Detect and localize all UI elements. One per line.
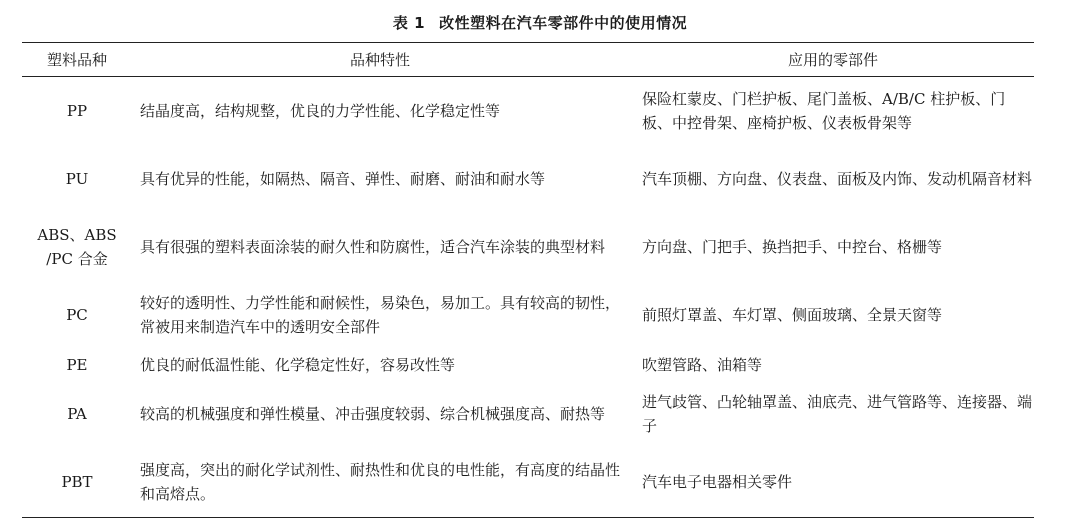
header-material: 塑料品种 (22, 43, 132, 77)
properties-cell: 较好的透明性、力学性能和耐候性，易染色，易加工。具有较高的韧性，常被用来制造汽车中的透明安全部件 (140, 294, 621, 336)
applications-cell: 吹塑管路、油箱等 (642, 356, 763, 374)
properties-cell: 优良的耐低温性能、化学稳定性好，容易改性等 (140, 356, 456, 374)
properties-cell: 强度高，突出的耐化学试剂性、耐热性和优良的电性能，有高度的结晶性和高熔点。 (132, 447, 632, 518)
table-row (22, 447, 1034, 518)
header-applications: 应用的零部件 (632, 43, 1034, 77)
plastics-usage-table (22, 42, 1034, 518)
table-body (22, 77, 1034, 518)
material-cell: PP (66, 102, 88, 120)
properties-cell: 结晶度高，结构规整，优良的力学性能、化学稳定性等 (140, 102, 501, 120)
table-row (22, 349, 1034, 381)
properties-cell: 具有优异的性能，如隔热、隔音、弹性、耐磨、耐油和耐水等 (140, 170, 546, 188)
applications-cell: 进气歧管、凸轮轴罩盖、油底壳、进气管路等、连接器、端子 (642, 393, 1033, 435)
table-title: 改性塑料在汽车零部件中的使用情况 (439, 14, 688, 32)
applications-cell: 保险杠蒙皮、门栏护板、尾门盖板、A/B/C 柱护板、门板、中控骨架、座椅护板、仪表板骨架等 (642, 90, 1006, 132)
table-header (22, 43, 1034, 77)
applications-cell: 方向盘、门把手、换挡把手、中控台、格栅等 (642, 238, 943, 256)
material-cell: PE (66, 356, 88, 374)
table-row (22, 213, 1034, 281)
table-caption (0, 12, 1080, 33)
applications-cell: 汽车电子电器相关零件 (632, 447, 1034, 518)
material-cell: PBT (22, 447, 132, 518)
properties-cell: 较高的机械强度和弹性模量、冲击强度较弱、综合机械强度高、耐热等 (140, 405, 606, 423)
properties-cell: 具有很强的塑料表面涂装的耐久性和防腐性，适合汽车涂装的典型材料 (140, 238, 606, 256)
table-number: 表 1 (392, 14, 426, 32)
table-row (22, 381, 1034, 447)
table-row (22, 77, 1034, 146)
material-cell: PC (66, 306, 88, 324)
material-cell: ABS、ABS /PC 合金 (37, 226, 117, 268)
material-cell: PU (65, 170, 89, 188)
table-row (22, 281, 1034, 349)
material-cell: PA (67, 405, 87, 423)
applications-cell: 汽车顶棚、方向盘、仪表盘、面板及内饰、发动机隔音材料 (642, 170, 1033, 188)
applications-cell: 前照灯罩盖、车灯罩、侧面玻璃、全景天窗等 (642, 306, 943, 324)
table-row (22, 145, 1034, 213)
header-properties: 品种特性 (132, 43, 632, 77)
header-row (22, 43, 1034, 77)
